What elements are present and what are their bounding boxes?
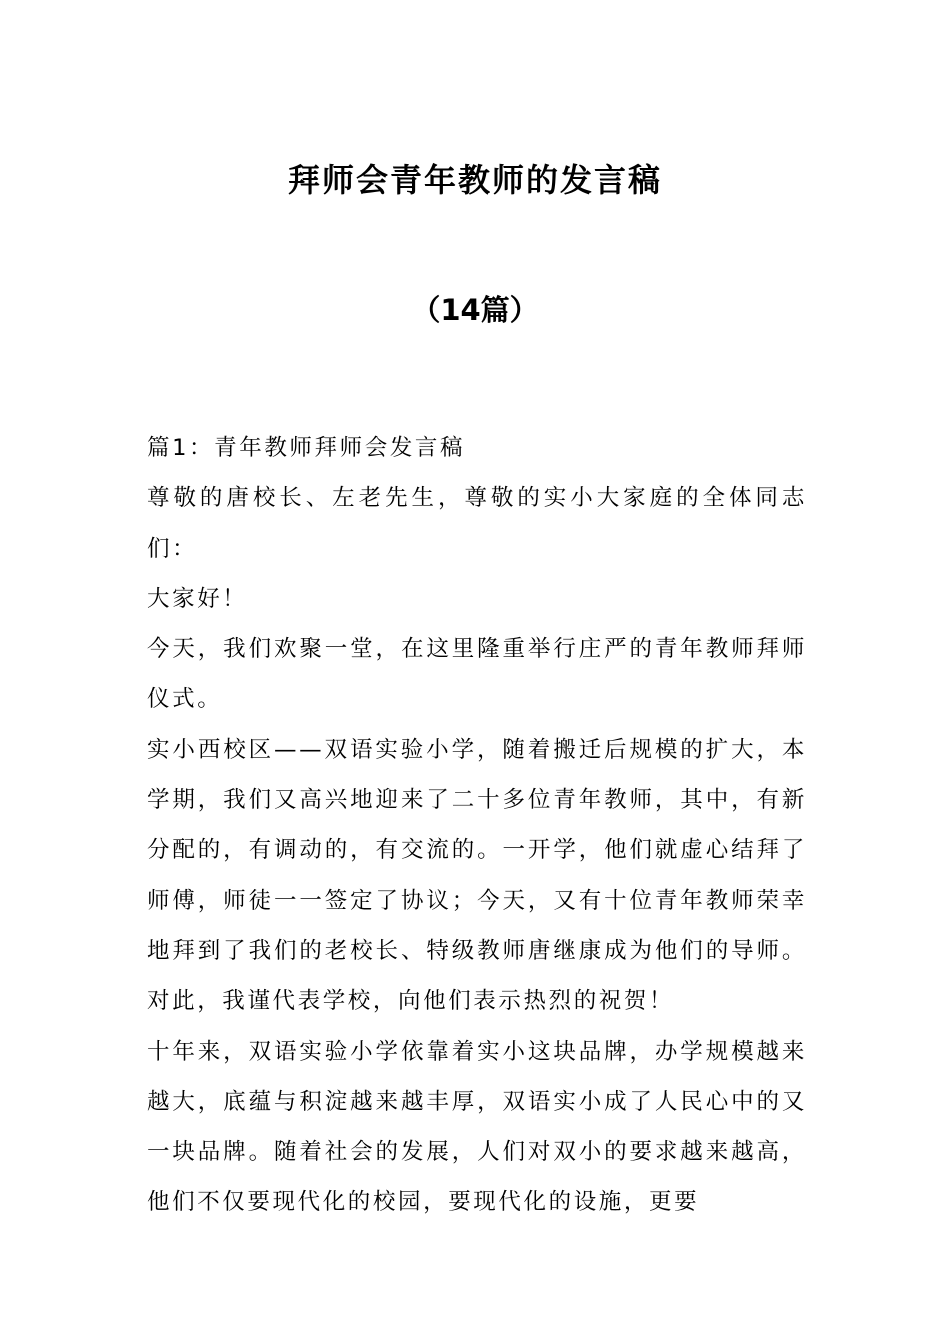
document-subtitle: （14篇） [411,293,539,327]
paragraph-history: 十年来，双语实验小学依靠着实小这块品牌，办学规模越来越大，底蕴与积淀越来越丰厚，双语实小成了人民心中的又一块品牌。随着社会的发展，人们对双小的要求越来越高，他们不仅要现代化的校园，要现代化的设施，更要 [147,1038,807,1216]
section-heading: 篇1：青年教师拜师会发言稿 [147,435,466,461]
paragraph-greeting: 大家好！ [147,585,248,612]
paragraph-background: 实小西校区——双语实验小学，随着搬迁后规模的扩大，本学期，我们又高兴地迎来了二十多位青年教师，其中，有新分配的，有调动的，有交流的。一开学，他们就虚心结拜了师傅，师徒一一签定了协议；今天，又有十位青年教师荣幸地拜到了我们的老校长、特级教师唐继康成为他们的导师。对此，我谨代表学校，向他们表示热烈的祝贺！ [147,736,807,1015]
paragraph-opening: 今天，我们欢聚一堂，在这里隆重举行庄严的青年教师拜师仪式。 [147,636,807,713]
document-title: 拜师会青年教师的发言稿 [287,161,662,199]
paragraph-salutation: 尊敬的唐校长、左老先生，尊敬的实小大家庭的全体同志们： [147,485,807,562]
document-body [147,423,807,1228]
